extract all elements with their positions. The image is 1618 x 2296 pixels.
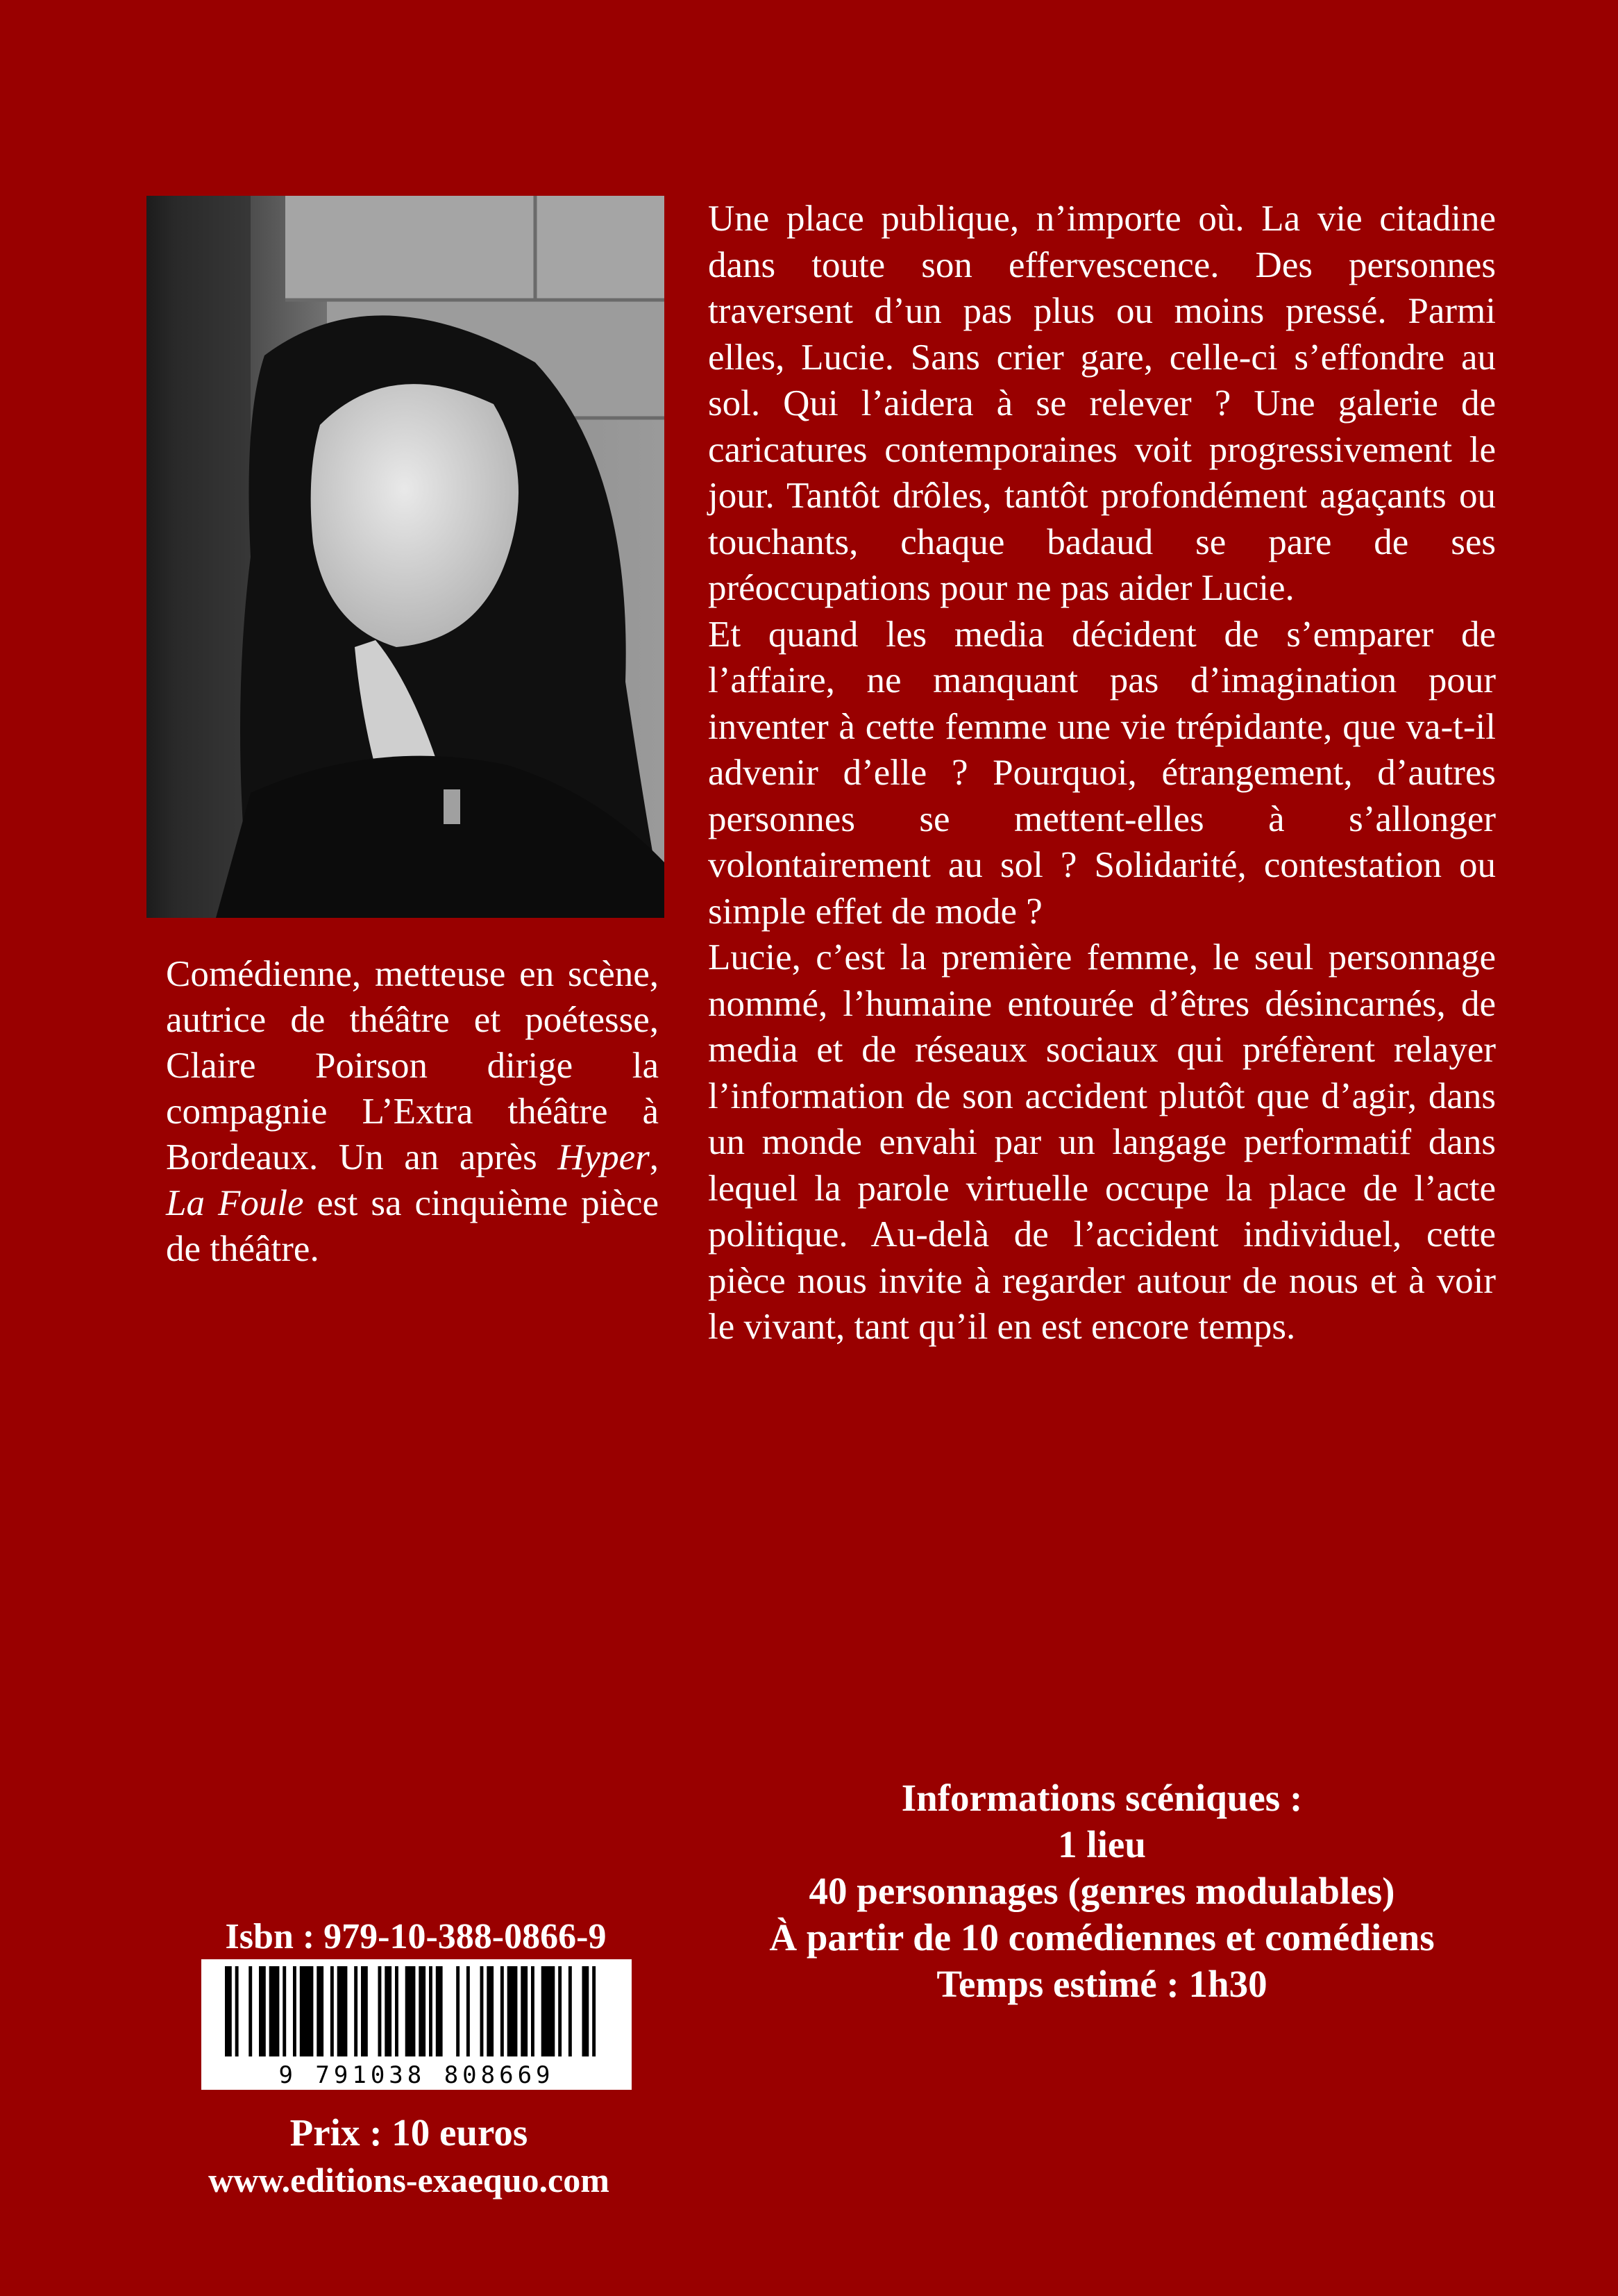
- stage-info-characters: 40 personnages (genres modulables): [809, 1870, 1395, 1912]
- barcode-bar: [395, 1966, 398, 2056]
- barcode-bar: [248, 1966, 252, 2056]
- stage-info: [708, 1775, 1496, 2007]
- barcode-bar: [531, 1966, 534, 2056]
- barcode-bar: [436, 1966, 443, 2056]
- barcode-bar: [487, 1966, 494, 2056]
- barcode: [201, 1959, 632, 2090]
- barcode-bar: [480, 1966, 484, 2056]
- barcode-bar: [235, 1966, 239, 2056]
- bio-title-la-foule: La Foule: [166, 1183, 304, 1223]
- bio-text-end: est sa cinquième pièce de théâtre.: [166, 1183, 659, 1269]
- barcode-bar: [225, 1966, 232, 2056]
- bio-text-start: Comédienne, metteuse en scène, autrice de théâtre et poétesse, Claire Poirson dirige la compagnie L’Extra théâtre à Bordeaux. Un an après: [166, 954, 659, 1178]
- barcode-bar: [568, 1966, 572, 2056]
- author-bio: [166, 951, 659, 1272]
- stage-info-locations: 1 lieu: [1058, 1823, 1146, 1866]
- synopsis-paragraph: Une place publique, n’importe où. La vie citadine dans toute son effervescence. Des personnes traversent d’un pas plus ou moins pressé. Parmi elles, Lucie. Sans crier gare, celle-ci s’effondre au sol. Qui l’aidera à se relever ? Une galerie de caricatures contemporaines voit progressivement le jour. Tantôt drôles, tantôt profondément agaçants ou touchants, chaque badaud se pare de ses préoccupations pour ne pas aider Lucie.: [708, 199, 1496, 608]
- barcode-bar: [507, 1966, 518, 2056]
- barcode-bar: [361, 1966, 368, 2056]
- barcode-bar: [541, 1966, 555, 2056]
- barcode-bar: [558, 1966, 562, 2056]
- barcode-bar: [500, 1966, 504, 2056]
- barcode-bar: [419, 1966, 425, 2056]
- barcode-bar: [293, 1966, 296, 2056]
- barcode-bar: [429, 1966, 432, 2056]
- bio-title-hyper: Hyper: [557, 1137, 650, 1178]
- isbn-label: Isbn : 979-10-388-0866-9: [225, 1917, 607, 1956]
- synopsis-paragraph: Et quand les media décident de s’emparer de l’affaire, ne manquant pas d’imagination pour inventer à cette femme une vie trépidante, que va-t-il advenir d’elle ? Pourquoi, étrangement, d’autres personnes se mettent-elles à s’allonger volontairement au sol ? Solidarité, contestation ou simple effet de mode ?: [708, 614, 1496, 932]
- bio-separator: ,: [649, 1137, 659, 1178]
- barcode-bar: [317, 1966, 323, 2056]
- author-photo: [146, 196, 664, 918]
- barcode-bar: [378, 1966, 382, 2056]
- website-link[interactable]: www.editions-exaequo.com: [208, 2161, 609, 2199]
- barcode-bar: [300, 1966, 314, 2056]
- price: Prix : 10 euros: [289, 2111, 528, 2154]
- barcode-digits: 9 791038 808669: [278, 2061, 555, 2089]
- stage-info-duration: Temps estimé : 1h30: [936, 1963, 1267, 2005]
- barcode-bar: [466, 1966, 470, 2056]
- barcode-bar: [405, 1966, 416, 2056]
- barcode-bar: [337, 1966, 348, 2056]
- barcode-bar: [592, 1966, 596, 2056]
- barcode-bar: [521, 1966, 528, 2056]
- barcode-bar: [283, 1966, 286, 2056]
- barcode-bars: [225, 1966, 596, 2056]
- barcode-bar: [259, 1966, 266, 2056]
- synopsis-paragraph: Lucie, c’est la première femme, le seul personnage nommé, l’humaine entourée d’êtres désincarnés, de media et de réseaux sociaux qui préfèrent relayer l’information de son accident plutôt que d’agir, dans un monde envahi par un langage performatif dans lequel la parole virtuelle occupe la place de l’acte politique. Au-delà de l’accident individuel, cette pièce nous invite à regarder autour de nous et à voir le vivant, tant qu’il en est encore temps.: [708, 937, 1496, 1347]
- barcode-bar: [456, 1966, 460, 2056]
- stage-info-title: Informations scéniques :: [901, 1777, 1303, 1819]
- barcode-bar: [330, 1966, 334, 2056]
- barcode-bar: [582, 1966, 589, 2056]
- barcode-bar: [385, 1966, 391, 2056]
- stage-info-actors: À partir de 10 comédiennes et comédiens: [769, 1916, 1435, 1959]
- barcode-bar: [354, 1966, 357, 2056]
- barcode-bar: [269, 1966, 280, 2056]
- synopsis: [708, 196, 1496, 1350]
